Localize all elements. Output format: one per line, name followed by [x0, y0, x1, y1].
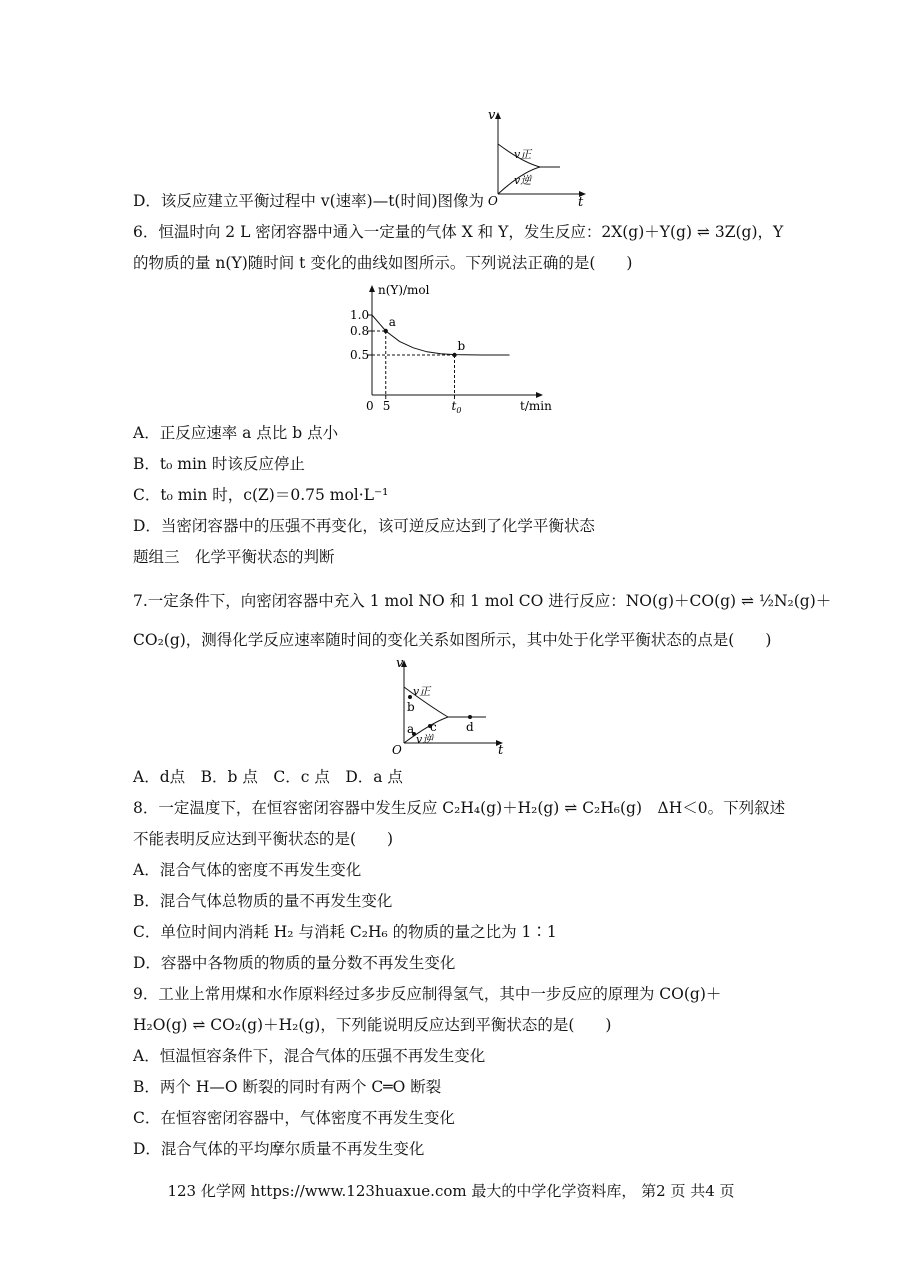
q6-option-d: D．当密闭容器中的压强不再变化，该可逆反应达到了化学平衡状态 — [133, 517, 595, 535]
q7-point-b — [408, 695, 412, 699]
group3-heading: 题组三 化学平衡状态的判断 — [133, 548, 335, 566]
q7-fig-t-axis: t — [498, 743, 504, 757]
q7-label-a: a — [407, 722, 415, 736]
q6-stem-line2: 的物质的量 n(Y)随时间 t 变化的曲线如图所示。下列说法正确的是( ) — [133, 254, 633, 272]
q5-option-d: D．该反应建立平衡过程中 v(速率)—t(时间)图像为 — [133, 192, 485, 210]
q6-ytick-label-2: 0.5 — [350, 348, 370, 362]
q6-origin-label: 0 — [366, 399, 374, 413]
q9-stem-line1: 9．工业上常用煤和水作原料经过多步反应制得氢气，其中一步反应的原理为 CO(g)＋ — [133, 985, 722, 1003]
q7-vt-figure — [386, 655, 511, 757]
q6-ytick-label-0: 1.0 — [350, 308, 370, 322]
q6-xtick-label-2: $t_0$ — [451, 399, 462, 415]
q6-ylabel: n(Y)/mol — [378, 283, 430, 297]
q9-option-d: D．混合气体的平均摩尔质量不再发生变化 — [133, 1140, 425, 1158]
q6-xlabel: t/min — [520, 399, 552, 413]
q8-option-b: B．混合气体总物质的量不再发生变化 — [133, 892, 393, 910]
q5-fig-reverse-label: v逆 — [514, 174, 532, 187]
q6-ytick-label-1: 0.8 — [350, 324, 370, 338]
q5-vt-figure — [480, 108, 590, 208]
q7-label-d: d — [466, 720, 474, 734]
q7-fig-reverse-label: v逆 — [416, 733, 434, 746]
q7-fig-forward-label: v正 — [413, 685, 431, 698]
q9-option-c: C．在恒容密闭容器中，气体密度不再发生变化 — [133, 1109, 455, 1127]
q6-point-label-a: a — [388, 315, 396, 329]
q8-option-a: A．混合气体的密度不再发生变化 — [133, 861, 362, 879]
q7-fig-v-axis: v — [396, 656, 404, 671]
q8-option-d: D．容器中各物质的物质的量分数不再发生变化 — [133, 954, 456, 972]
q9-stem-line2: H₂O(g) ⇌ CO₂(g)＋H₂(g)，下列能说明反应达到平衡状态的是( ) — [133, 1016, 612, 1034]
q6-option-b: B．t₀ min 时该反应停止 — [133, 455, 305, 473]
q7-point-d — [468, 715, 472, 719]
page-footer: 123 化学网 https://www.123huaxue.com 最大的中学化学资料库， 第2 页 共4 页 — [167, 1182, 735, 1200]
q6-stem-line1: 6．恒温时向 2 L 密闭容器中通入一定量的气体 X 和 Y，发生反应：2X(g)＋Y(g) ⇌ 3Z(g)，Y — [133, 223, 784, 241]
q6-point-a — [384, 329, 388, 333]
q8-option-c: C．单位时间内消耗 H₂ 与消耗 C₂H₆ 的物质的量之比为 1∶1 — [133, 923, 557, 941]
q9-option-a: A．恒温恒容条件下，混合气体的压强不再发生变化 — [133, 1047, 486, 1065]
q5-fig-v-axis: v — [488, 108, 496, 123]
q8-stem-line1: 8．一定温度下，在恒容密闭容器中发生反应 C₂H₄(g)＋H₂(g) ⇌ C₂H₆(g) ΔH＜0。下列叙述 — [133, 799, 786, 817]
q7-fig-origin: O — [392, 743, 402, 757]
q6-point-b — [452, 353, 456, 357]
q7-stem-line2: CO₂(g)，测得化学反应速率随时间的变化关系如图所示，其中处于化学平衡状态的点是( ) — [133, 631, 772, 649]
q7-label-c: c — [430, 720, 437, 734]
q6-option-c: C．t₀ min 时，c(Z)＝0.75 mol·L⁻¹ — [133, 486, 389, 504]
q6-option-a: A．正反应速率 a 点比 b 点小 — [133, 424, 339, 442]
q8-stem-line2: 不能表明反应达到平衡状态的是( ) — [133, 830, 394, 848]
q5-fig-origin: O — [488, 194, 498, 208]
q6-xtick-label-1: 5 — [382, 399, 391, 413]
q9-option-b: B．两个 H—O 断裂的同时有两个 C═O 断裂 — [133, 1078, 442, 1096]
q7-label-b: b — [407, 700, 415, 714]
q6-point-label-b: b — [457, 339, 466, 353]
q6-chart — [348, 280, 558, 415]
q7-stem-line1: 7.一定条件下，向密闭容器中充入 1 mol NO 和 1 mol CO 进行反应：NO(g)＋CO(g) ⇌ ½N₂(g)＋ — [133, 592, 832, 610]
q7-options: A．d点 B．b 点 C．c 点 D．a 点 — [133, 768, 403, 786]
q5-fig-forward-label: v正 — [514, 148, 532, 161]
q5-fig-t-axis: t — [578, 195, 584, 208]
